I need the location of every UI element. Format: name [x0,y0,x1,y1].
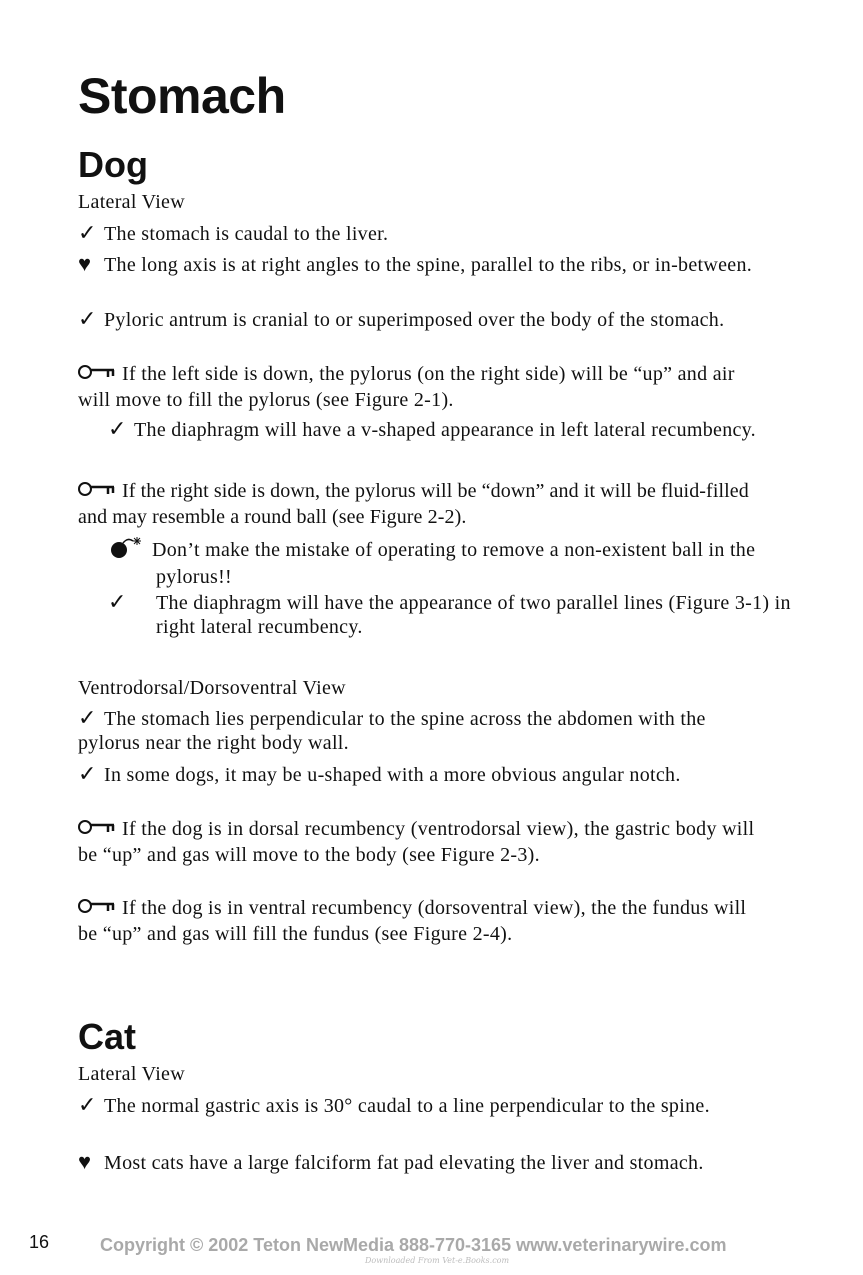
section-heading-dog: Dog [78,144,148,185]
page-title: Stomach [78,68,286,124]
list-item: ✓ The stomach is caudal to the liver. [78,220,389,245]
subheading-dog-lateral: Lateral View [78,191,185,213]
section-heading-cat: Cat [78,1016,137,1057]
list-item: ✓ The normal gastric axis is 30° caudal to a line perpendicular to the spine. [78,1092,710,1117]
subheading-dog-vd: Ventrodorsal/Dorsoventral View [78,677,346,699]
download-watermark: Downloaded From Vet-e.Books.com [365,1256,510,1265]
list-item: If the left side is down, the pylorus (on the right side) will be “up” and air will move to fill the pylorus (see Figure 2-1). [78,363,735,411]
checkmark-icon: ✓ [78,220,97,245]
key-icon [78,896,122,922]
bomb-icon [108,535,152,565]
list-item: ♥ Most cats have a large falciform fat pad elevating the liver and stomach. [78,1149,704,1174]
list-item: If the dog is in dorsal recumbency (ventrodorsal view), the gastric body will be “up” and gas will move to the body (see Figure 2-3). [78,818,755,866]
copyright-footer: Copyright © 2002 Teton NewMedia 888-770-3165 www.veterinarywire.com [100,1235,727,1255]
checkmark-icon: ✓ [78,761,97,786]
heart-icon: ♥ [78,251,92,276]
key-icon [78,817,122,843]
heart-icon: ♥ [78,1149,92,1174]
checkmark-icon: ✓ [108,416,127,441]
checkmark-icon: ✓ [108,589,127,614]
list-item: ✓ In some dogs, it may be u-shaped with a more obvious angular notch. [78,761,681,786]
list-item: If the dog is in ventral recumbency (dorsoventral view), the the fundus will be “up” and gas will fill the fundus (see Figure 2-4). [78,897,747,945]
checkmark-icon: ✓ [78,306,97,331]
list-item: ✓ The stomach lies perpendicular to the spine across the abdomen with the pylorus near the right body wall. [78,705,706,754]
checkmark-icon: ✓ [78,705,97,730]
list-item: If the right side is down, the pylorus will be “down” and it will be fluid-filled and may resemble a round ball (see Figure 2-2). [78,480,749,528]
list-item: ✓ Pyloric antrum is cranial to or superimposed over the body of the stomach. [78,306,725,331]
list-item: ✓ The diaphragm will have the appearance of two parallel lines (Figure 3-1) in right lateral recumbency. [108,589,791,638]
key-icon [78,362,122,388]
key-icon [78,479,122,505]
page-number: 16 [29,1232,50,1252]
list-item: ✓ The diaphragm will have a v-shaped appearance in left lateral recumbency. [108,416,756,441]
checkmark-icon: ✓ [78,1092,97,1117]
list-item: ♥ The long axis is at right angles to the spine, parallel to the ribs, or in-between. [78,251,753,276]
list-item: Don’t make the mistake of operating to remove a non-existent ball in the pylorus!! [108,535,786,589]
subheading-cat-lateral: Lateral View [78,1063,185,1085]
